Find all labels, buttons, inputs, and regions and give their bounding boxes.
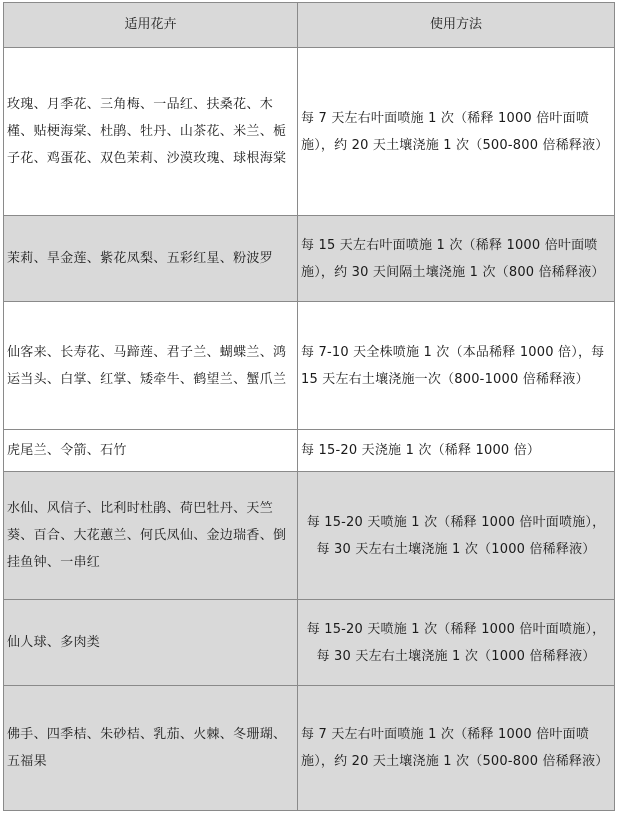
table-row [4,216,615,302]
method-cell: 每 15-20 天浇施 1 次（稀释 1000 倍） [298,430,615,472]
method-cell: 每 7 天左右叶面喷施 1 次（稀释 1000 倍叶面喷施），约 20 天土壤浇施 1 次（500-800 倍稀释液） [298,48,615,216]
method-cell: 每 15-20 天喷施 1 次（稀释 1000 倍叶面喷施），每 30 天左右土壤浇施 1 次（1000 倍稀释液） [298,600,615,686]
plants-cell: 玫瑰、月季花、三角梅、一品红、扶桑花、木槿、贴梗海棠、杜鹃、牡丹、山茶花、米兰、栀子花、鸡蛋花、双色茉莉、沙漠玫瑰、球根海棠 [4,48,298,216]
table-row [4,302,615,430]
plants-cell: 水仙、风信子、比利时杜鹃、荷巴牡丹、天竺葵、百合、大花蕙兰、何氏凤仙、金边瑞香、倒挂鱼钟、一串红 [4,472,298,600]
method-cell: 每 7 天左右叶面喷施 1 次（稀释 1000 倍叶面喷施），约 20 天土壤浇施 1 次（500-800 倍稀释液） [298,686,615,811]
table-row [4,686,615,811]
header-applicable-flowers: 适用花卉 [4,3,298,48]
fertilizer-usage-table [3,2,615,811]
plants-cell: 佛手、四季桔、朱砂桔、乳茄、火棘、冬珊瑚、五福果 [4,686,298,811]
table-header-row [4,3,615,48]
method-cell: 每 7-10 天全株喷施 1 次（本品稀释 1000 倍），每 15 天左右土壤浇施一次（800-1000 倍稀释液） [298,302,615,430]
method-cell: 每 15-20 天喷施 1 次（稀释 1000 倍叶面喷施），每 30 天左右土壤浇施 1 次（1000 倍稀释液） [298,472,615,600]
table-row [4,472,615,600]
table-row [4,48,615,216]
method-cell: 每 15 天左右叶面喷施 1 次（稀释 1000 倍叶面喷施），约 30 天间隔土壤浇施 1 次（800 倍稀释液） [298,216,615,302]
plants-cell: 茉莉、旱金莲、紫花凤梨、五彩红星、粉波罗 [4,216,298,302]
table-row [4,600,615,686]
header-usage-method: 使用方法 [298,3,615,48]
table-row [4,430,615,472]
plants-cell: 仙人球、多肉类 [4,600,298,686]
plants-cell: 仙客来、长寿花、马蹄莲、君子兰、蝴蝶兰、鸿运当头、白掌、红掌、矮牵牛、鹤望兰、蟹爪兰 [4,302,298,430]
plants-cell: 虎尾兰、令箭、石竹 [4,430,298,472]
